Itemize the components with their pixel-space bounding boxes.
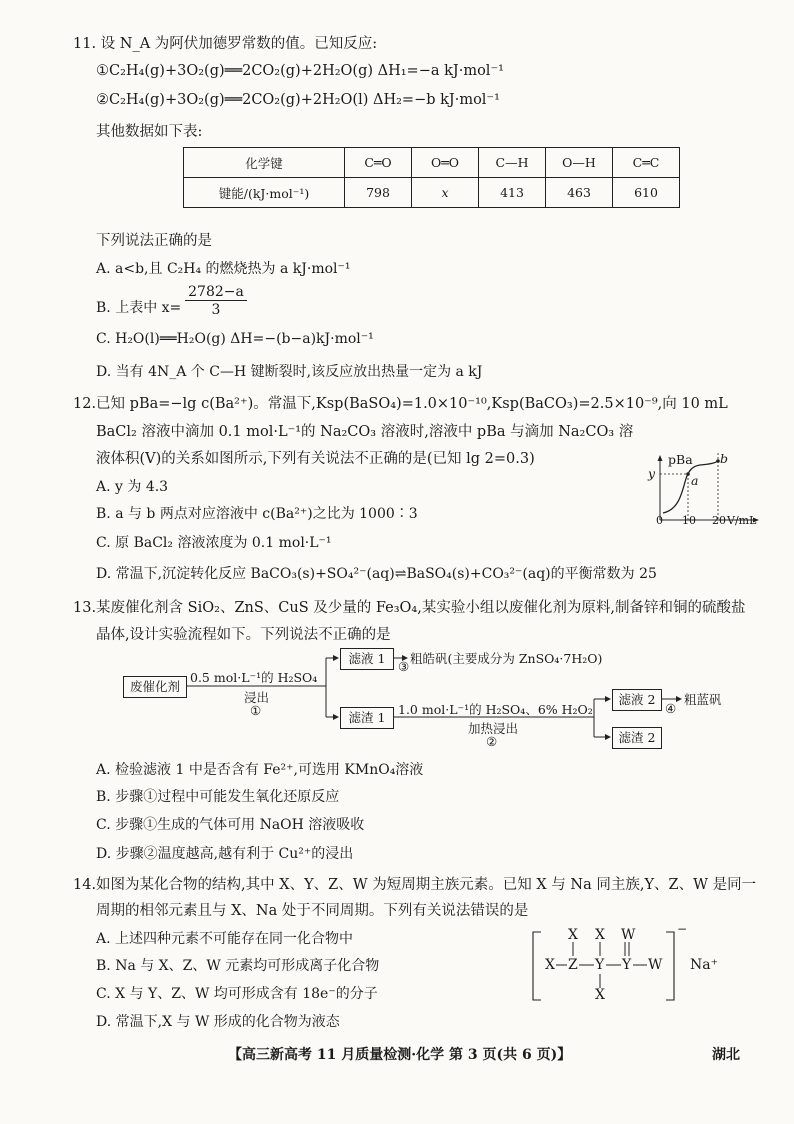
q11-reaction-2: ②C₂H₄(g)+3O₂(g)══2CO₂(g)+2H₂O(l) ΔH₂=−b kJ·mol⁻¹	[96, 92, 500, 108]
graph-tick-10: 10	[682, 514, 696, 527]
flow-box-filtrate-2: 滤液 2	[612, 689, 662, 711]
atom-x-top-middle: X	[595, 927, 605, 943]
q11-fraction-denominator: 3	[211, 302, 221, 318]
q14-line-1: 14.如图为某化合物的结构,其中 X、Y、Z、W 为短周期主族元素。已知 X 与 Na 同主族,Y、Z、W 是同一	[73, 877, 757, 893]
flow-product-2: 粗蓝矾	[684, 692, 722, 707]
table-cell: O═O	[412, 148, 479, 178]
table-cell: 化学键	[184, 148, 345, 178]
flow-product-1: 粗皓矾(主要成分为 ZnSO₄·7H₂O)	[410, 651, 603, 666]
atom-y-1: Y	[595, 957, 605, 973]
q12-option-a: A. y 为 4.3	[96, 479, 169, 495]
q14-option-b: B. Na 与 X、Z、W 元素均可形成离子化合物	[96, 958, 380, 974]
table-cell: x	[412, 178, 479, 208]
table-cell: C═O	[345, 148, 412, 178]
graph-tick-20: 20	[712, 514, 726, 527]
graph-label-y: y	[648, 466, 656, 481]
q11-option-d: D. 当有 4N_A 个 C—H 键断裂时,该反应放出热量一定为 a kJ	[96, 364, 483, 380]
q13-option-a: A. 检验滤液 1 中是否含有 Fe²⁺,可选用 KMnO₄溶液	[96, 762, 424, 778]
graph-origin: 0	[656, 514, 663, 527]
graph-y-label: pBa	[668, 452, 693, 467]
graph-label-a: a	[691, 473, 699, 488]
sodium-cation: Na⁺	[690, 957, 718, 973]
table-cell: 413	[479, 178, 546, 208]
q11-fraction-numerator: 2782−a	[185, 285, 247, 301]
anion-charge: −	[677, 922, 688, 936]
table-cell: C—H	[479, 148, 546, 178]
q14-option-d: D. 常温下,X 与 W 形成的化合物为液态	[96, 1014, 340, 1030]
atom-y-2: Y	[622, 957, 632, 973]
q12-line-3: 液体积(V)的关系如图所示,下列有关说法不正确的是(已知 lg 2=0.3)	[96, 451, 535, 467]
flow-step1-label: 浸出	[244, 690, 270, 705]
table-cell: 610	[613, 178, 680, 208]
flow-step2-label: 加热浸出	[468, 721, 519, 736]
flow-box-filtrate-1: 滤液 1	[340, 648, 394, 670]
q13-option-c: C. 步骤①生成的气体可用 NaOH 溶液吸收	[96, 817, 365, 833]
q12-option-b: B. a 与 b 两点对应溶液中 c(Ba²⁺)之比为 1000∶3	[96, 506, 418, 522]
atom-x-top-left: X	[568, 927, 578, 943]
table-cell: O—H	[546, 148, 613, 178]
flow-box-residue-1: 滤渣 1	[340, 707, 394, 729]
q11-option-c: C. H₂O(l)══H₂O(g) ΔH=−(b−a)kJ·mol⁻¹	[96, 331, 374, 347]
atom-w-top: W	[621, 927, 636, 943]
flow-step3-number: ③	[398, 659, 410, 674]
q12-line-2: BaCl₂ 溶液中滴加 0.1 mol·L⁻¹的 Na₂CO₃ 溶液时,溶液中 pBa 与滴加 Na₂CO₃ 溶	[96, 424, 634, 440]
q11-stem: 11. 设 N_A 为阿伏加德罗常数的值。已知反应:	[73, 36, 378, 52]
q13-option-d: D. 步骤②温度越高,越有利于 Cu²⁺的浸出	[96, 846, 354, 862]
flow-step2-number: ②	[486, 734, 498, 749]
q11-reaction-1: ①C₂H₄(g)+3O₂(g)══2CO₂(g)+2H₂O(g) ΔH₁=−a kJ·mol⁻¹	[96, 63, 504, 79]
q11-question: 下列说法正确的是	[96, 233, 212, 249]
flow-step1-reagent: 0.5 mol·L⁻¹的 H₂SO₄	[190, 670, 318, 685]
flow-step2-reagent: 1.0 mol·L⁻¹的 H₂SO₄、6% H₂O₂	[398, 702, 593, 717]
table-cell: C═C	[613, 148, 680, 178]
graph-label-b: b	[720, 451, 729, 466]
atom-x-bottom: X	[595, 987, 605, 1003]
atom-x-left: X	[545, 957, 555, 973]
graph-x-label: V/mL	[727, 514, 757, 527]
atom-z: Z	[568, 957, 578, 973]
flow-box-waste-catalyst: 废催化剂	[123, 676, 187, 698]
table-cell: 键能/(kJ·mol⁻¹)	[184, 178, 345, 208]
q11-option-a: A. a<b,且 C₂H₄ 的燃烧热为 a kJ·mol⁻¹	[96, 261, 351, 277]
table-cell: 798	[345, 178, 412, 208]
q14-line-2: 周期的相邻元素且与 X、Na 处于不同周期。下列有关说法错误的是	[96, 903, 529, 919]
page-footer-region: 湖北	[712, 1047, 740, 1063]
table-cell: 463	[546, 178, 613, 208]
q12-line-1: 12.已知 pBa=−lg c(Ba²⁺)。常温下,Ksp(BaSO₄)=1.0×10⁻¹⁰,Ksp(BaCO₃)=2.5×10⁻⁹,向 10 mL	[73, 396, 728, 412]
q14-option-c: C. X 与 Y、Z、W 均可形成含有 18e⁻的分子	[96, 986, 378, 1002]
page-footer-title: 【高三新高考 11 月质量检测·化学 第 3 页(共 6 页)】	[228, 1047, 572, 1063]
q11-table-intro: 其他数据如下表:	[96, 124, 203, 140]
q14-option-a: A. 上述四种元素不可能存在同一化合物中	[96, 931, 354, 947]
q11-option-b: B. 上表中 x=	[96, 300, 182, 316]
flow-box-residue-2: 滤渣 2	[612, 727, 662, 749]
q12-option-d: D. 常温下,沉淀转化反应 BaCO₃(s)+SO₄²⁻(aq)⇌BaSO₄(s)+CO₃²⁻(aq)的平衡常数为 25	[96, 566, 657, 582]
q12-option-c: C. 原 BaCl₂ 溶液浓度为 0.1 mol·L⁻¹	[96, 535, 332, 551]
atom-w-right: W	[648, 957, 663, 973]
flow-step1-number: ①	[250, 703, 262, 718]
q13-option-b: B. 步骤①过程中可能发生氧化还原反应	[96, 789, 340, 805]
flow-step4-number: ④	[665, 701, 677, 716]
q13-line-2: 晶体,设计实验流程如下。下列说法不正确的是	[96, 627, 391, 643]
q13-line-1: 13.某废催化剂含 SiO₂、ZnS、CuS 及少量的 Fe₃O₄,某实验小组以废催化剂为原料,制备锌和铜的硫酸盐	[73, 600, 746, 616]
